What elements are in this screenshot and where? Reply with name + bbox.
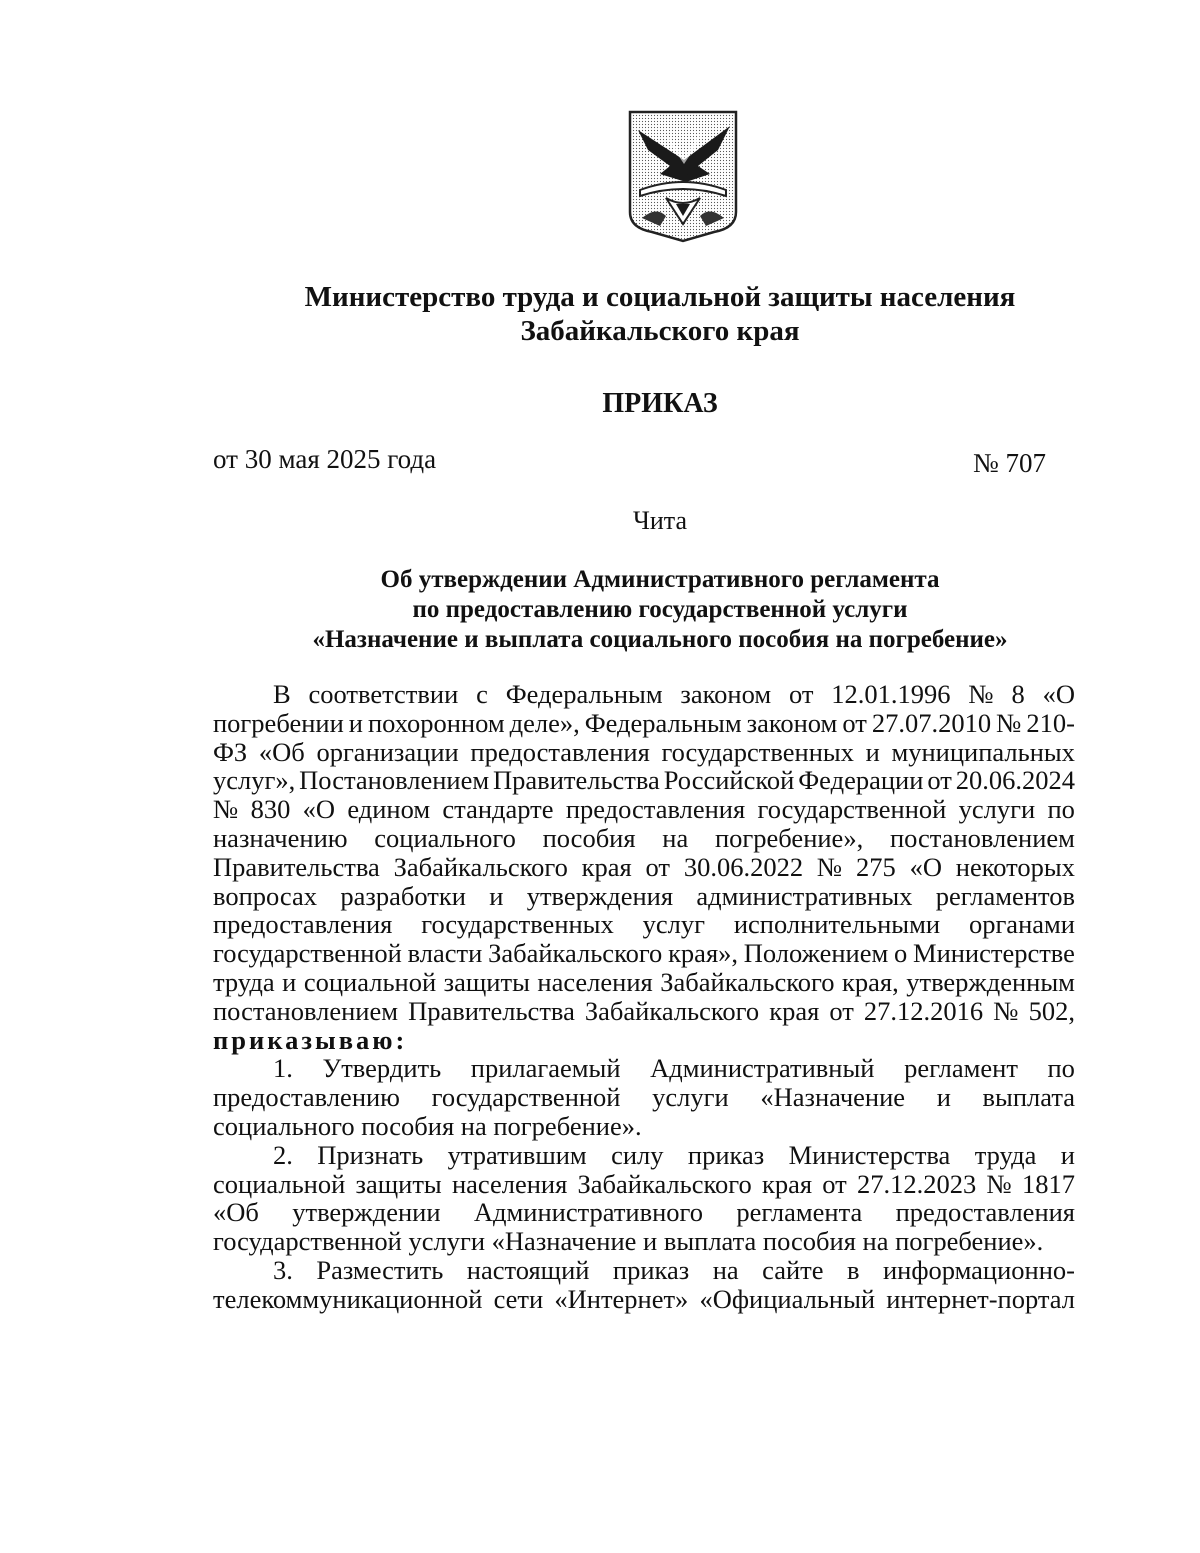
body-line: постановлением Правительства Забайкальского края от 27.12.2016 № 502, (213, 995, 1075, 1026)
body-line: предоставлению государственной услуги «Назначение и выплата (213, 1082, 1075, 1113)
document-type: ПРИКАЗ (602, 388, 718, 419)
document-city: Чита (632, 506, 688, 535)
body-line: ФЗ «Об организации предоставления государственных и муниципальных (213, 736, 1075, 767)
body-line: 3. Разместить настоящий приказ на сайте в информационно- (273, 1254, 1075, 1285)
ministry-name-line1: Министерство труда и социальной защиты населения (304, 281, 1016, 313)
body-line: государственной услуги «Назначение и выплата пособия на погребение». (213, 1226, 1044, 1257)
ministry-name-line2: Забайкальского края (520, 315, 800, 347)
body-line: вопросах разработки и утверждения административных регламентов (213, 880, 1075, 911)
document-title-line3: «Назначение и выплата социального пособия на погребение» (312, 626, 1008, 653)
body-line: приказываю: (213, 1024, 408, 1055)
document-title-line1: Об утверждении Административного регламента (380, 566, 940, 593)
document-body (213, 680, 1075, 1314)
document-number: № 707 (972, 448, 1046, 478)
body-line: труда и социальной защиты населения Забайкальского края, утвержденным (213, 966, 1075, 997)
body-line: погребении и похоронном деле», Федеральным законом от 27.07.2010 № 210- (213, 707, 1075, 738)
body-line: государственной власти Забайкальского края», Положением о Министерстве (213, 938, 1075, 969)
document-date: от 30 мая 2025 года (213, 444, 437, 474)
body-line: В соответствии с Федеральным законом от 12.01.1996 № 8 «О (273, 679, 1075, 709)
coat-of-arms-emblem (626, 108, 740, 244)
body-line: Правительства Забайкальского края от 30.06.2022 № 275 «О некоторых (213, 851, 1075, 882)
body-line: 1. Утвердить прилагаемый Административный регламент по (273, 1053, 1075, 1084)
body-line: социального пособия на погребение». (213, 1110, 642, 1141)
body-line: услуг», Постановлением Правительства Российской Федерации от 20.06.2024 (213, 765, 1075, 796)
document-title-line2: по предоставлению государственной услуги (412, 596, 908, 623)
body-line: предоставления государственных услуг исполнительными органами (213, 909, 1075, 940)
ministry-name (180, 280, 1140, 348)
eagle-shield-icon (626, 108, 740, 244)
body-line: назначению социального пособия на погребение», постановлением (213, 822, 1075, 853)
body-line: № 830 «О едином стандарте предоставления государственной услуги по (213, 794, 1075, 825)
body-line: социальной защиты населения Забайкальского края от 27.12.2023 № 1817 (213, 1168, 1075, 1199)
body-line: «Об утверждении Административного регламента предоставления (213, 1197, 1075, 1228)
document-title (180, 565, 1140, 655)
body-line: 2. Признать утратившим силу приказ Министерства труда и (273, 1139, 1075, 1170)
body-line: телекоммуникационной сети «Интернет» «Официальный интернет-портал (213, 1283, 1075, 1314)
